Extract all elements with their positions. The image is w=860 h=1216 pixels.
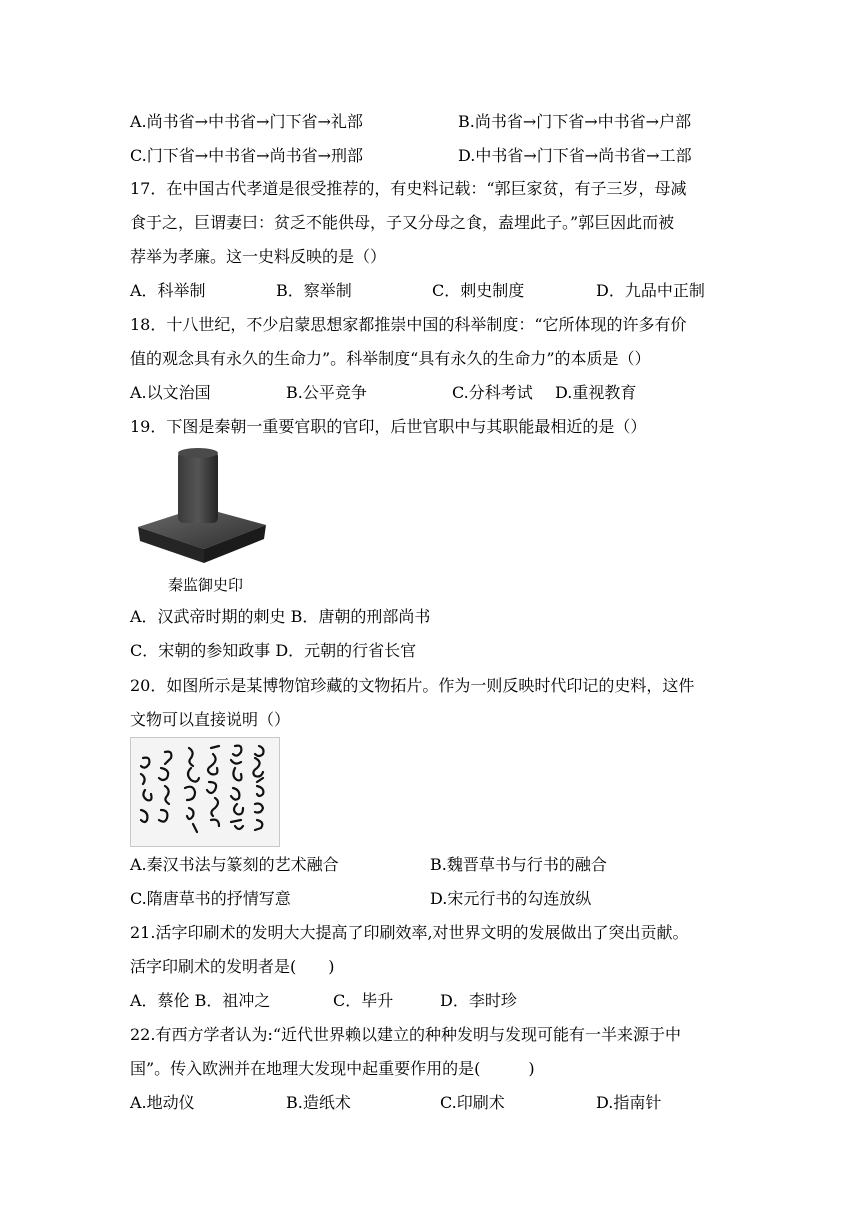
- q22-stem-line-2: 国”。传入欧洲并在地理大发现中起重要作用的是( ): [130, 1059, 535, 1078]
- q20-stem-line-1: 20．如图所示是某博物馆珍藏的文物拓片。作为一则反映时代印记的史料，这件: [130, 676, 695, 695]
- q16-option-c: C.门下省→中书省→尚书省→刑部: [130, 146, 363, 165]
- q17-option-a: A．科举制: [130, 281, 206, 300]
- q17-stem-line-1: 17．在中国古代孝道是很受推荐的，有史料记载：“郭巨家贫，有子三岁，母减: [130, 179, 687, 198]
- q19-option-a-b: A．汉武帝时期的刺史 B．唐朝的刑部尚书: [130, 607, 431, 626]
- q18-stem-line-1: 18．十八世纪，不少启蒙思想家都推崇中国的科举制度：“它所体现的许多有价: [130, 315, 687, 334]
- q19-stem-line-1: 19．下图是秦朝一重要官职的官印，后世官职中与其职能最相近的是（）: [130, 417, 647, 436]
- calligraphy-rubbing-image: [130, 737, 280, 847]
- q18-option-d: D.重视教育: [555, 383, 637, 402]
- q22-option-b: B.造纸术: [286, 1093, 351, 1112]
- q20-option-b: B.魏晋草书与行书的融合: [430, 855, 607, 874]
- q22-stem-line-1: 22.有西方学者认为:“近代世界赖以建立的种种发明与发现可能有一半来源于中: [130, 1025, 682, 1044]
- q17-option-b: B．察举制: [276, 281, 352, 300]
- q21-stem-line-1: 21.活字印刷术的发明大大提高了印刷效率,对世界文明的发展做出了突出贡献。: [130, 923, 689, 942]
- q16-option-b: B.尚书省→门下省→中书省→户部: [458, 112, 692, 131]
- q18-stem-line-2: 值的观念具有永久的生命力”。科举制度“具有永久的生命力”的本质是（）: [130, 349, 651, 368]
- seal-icon: [130, 445, 270, 575]
- q16-option-d: D.中书省→门下省→尚书省→工部: [458, 146, 692, 165]
- seal-caption: 秦监御史印: [168, 576, 244, 594]
- q17-option-c: C．刺史制度: [432, 281, 525, 300]
- q20-option-c: C.隋唐草书的抒情写意: [130, 889, 291, 908]
- seal-image: [130, 445, 270, 595]
- q17-stem-line-3: 荐举为孝廉。这一史料反映的是（）: [130, 247, 387, 266]
- q20-stem-line-2: 文物可以直接说明（）: [130, 710, 291, 729]
- q16-option-a: A.尚书省→中书省→门下省→礼部: [130, 112, 363, 131]
- q21-option-a-b: A．蔡伦 B．祖冲之: [130, 991, 271, 1010]
- q22-option-c: C.印刷术: [440, 1093, 505, 1112]
- q20-option-d: D.宋元行书的勾连放纵: [430, 889, 592, 908]
- q19-option-c-d: C．宋朝的参知政事 D．元朝的行省长官: [130, 641, 417, 660]
- q21-option-c: C．毕升: [333, 991, 394, 1010]
- q20-option-a: A.秦汉书法与篆刻的艺术融合: [130, 855, 339, 874]
- q17-option-d: D．九品中正制: [596, 281, 705, 300]
- q21-option-d: D．李时珍: [440, 991, 517, 1010]
- q18-option-b: B.公平竞争: [286, 383, 367, 402]
- calligraphy-icon: [131, 738, 279, 846]
- q17-stem-line-2: 食于之，巨谓妻曰：贫乏不能供母，子又分母之食，盍埋此子。”郭巨因此而被: [130, 213, 675, 232]
- q18-option-c: C.分科考试: [452, 383, 533, 402]
- q21-stem-line-2: 活字印刷术的发明者是( ): [130, 957, 335, 976]
- q22-option-d: D.指南针: [596, 1093, 662, 1112]
- q18-option-a: A.以文治国: [130, 383, 211, 402]
- q22-option-a: A.地动仪: [130, 1093, 195, 1112]
